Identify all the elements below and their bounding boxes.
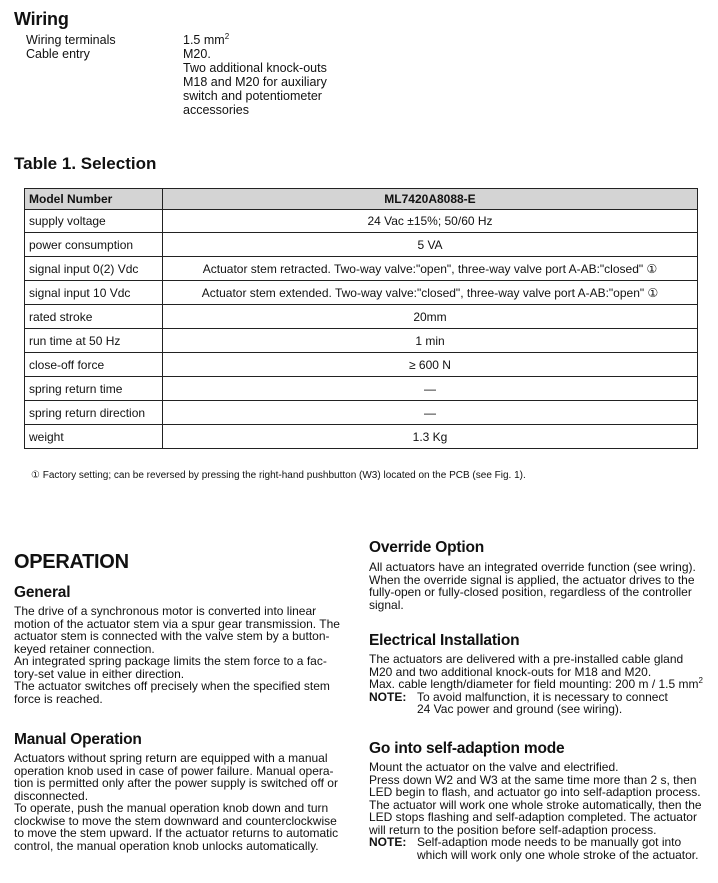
- row-value: Actuator stem extended. Two-way valve:"closed", three-way valve port A-AB:"open" ①: [163, 281, 698, 305]
- operation-heading: OPERATION: [14, 551, 129, 573]
- row-label: supply voltage: [25, 210, 163, 233]
- row-label: rated stroke: [25, 305, 163, 329]
- table-row: [25, 233, 698, 257]
- row-value: 20mm: [163, 305, 698, 329]
- selection-table: [24, 188, 698, 449]
- row-value: 1 min: [163, 329, 698, 353]
- table-title: Table 1. Selection: [14, 154, 157, 173]
- table-header-cell: ML7420A8088-E: [163, 189, 698, 210]
- wiring-terminals-value: 1.5 $mm^2$: [183, 31, 230, 47]
- row-label: power consumption: [25, 233, 163, 257]
- row-value: 1.3 Kg: [163, 425, 698, 449]
- cable-entry-label: Cable entry: [26, 47, 90, 61]
- row-label: spring return direction: [25, 401, 163, 425]
- general-text: The drive of a synchronous motor is converted into linear motion of the actuator stem via a spur gear transmission. The actuator stem is connected with the valve stem by a button- keyed retainer connection. An integrated spring package limits the stem force to a fac- tory-set value in either direction. The actuator switches off precisely when the specified stem force is reached.: [14, 604, 340, 706]
- self-adaption-heading: Go into self-adaption mode: [369, 740, 565, 757]
- table-row: [25, 329, 698, 353]
- row-value: 24 Vac ±15%; 50/60 Hz: [163, 210, 698, 233]
- self-adaption-note: NOTE: Self-adaption mode needs to be manually got into which will work only one whole stroke of the actuator.: [369, 835, 699, 862]
- manual-operation-heading: Manual Operation: [14, 731, 142, 748]
- self-adaption-text: Mount the actuator on the valve and electrified. Press down W2 and W3 at the same time more than 2 s, then LED begin to flash, and actuator go into self-adaption process. The actuator will work one whole stroke automatically, then the LED stops flashing and self-adaption completed. The actuator will return to the position before self-adaption process. NOTE: Self-adaption mode needs to be manually got into which will work only one whole stroke of the actuator.: [369, 761, 709, 861]
- row-label: spring return time: [25, 377, 163, 401]
- electrical-installation-heading: Electrical Installation: [369, 632, 520, 649]
- table-row: [25, 401, 698, 425]
- table-row: [25, 210, 698, 233]
- row-value: —: [163, 377, 698, 401]
- row-value: 5 VA: [163, 233, 698, 257]
- table-header-row: [25, 189, 698, 210]
- manual-operation-text: Actuators without spring return are equipped with a manual operation knob used in case of power failure. Manual opera- tion is permitted only after the power supply is switched off or disconnected. To operate, push the manual operation knob down and turn clockwise to move the stem downward and counterclockwise to move the stem upward. If the actuator returns to automatic control, the manual operation knob unlocks automatically.: [14, 751, 339, 853]
- cable-entry-value: M20. Two additional knock-outs M18 and M20 for auxiliary switch and potentiometer accessories: [183, 47, 327, 117]
- electrical-installation-text: The actuators are delivered with a pre-installed cable gland M20 and two additional knock-outs for M18 and M20. Max. cable length/diameter for field mounting: 200 m / 1.5 $mm^2$ NOTE: To avoid malfunction, it is necessary to connect 24 Vac power and ground (see wiring).: [369, 653, 709, 716]
- wiring-heading: Wiring: [14, 9, 69, 29]
- table-footnote: ① Factory setting; can be reversed by pressing the right-hand pushbutton (W3) located on the PCB (see Fig. 1).: [31, 470, 526, 481]
- table-row: [25, 281, 698, 305]
- row-label: weight: [25, 425, 163, 449]
- table-row: [25, 377, 698, 401]
- general-heading: General: [14, 584, 71, 601]
- row-value: Actuator stem retracted. Two-way valve:"open", three-way valve port A-AB:"closed" ①: [163, 257, 698, 281]
- wiring-terminals-label: Wiring terminals: [26, 33, 116, 47]
- override-heading: Override Option: [369, 539, 484, 556]
- row-value: —: [163, 401, 698, 425]
- override-text: All actuators have an integrated override function (see wring). When the override signal is applied, the actuator drives to the fully-open or fully-closed position, regardless of the controller signal.: [369, 560, 696, 612]
- electrical-note: NOTE: To avoid malfunction, it is necessary to connect 24 Vac power and ground (see wiring).: [369, 689, 668, 716]
- row-label: signal input 0(2) Vdc: [25, 257, 163, 281]
- row-label: run time at 50 Hz: [25, 329, 163, 353]
- table-row: [25, 257, 698, 281]
- row-label: signal input 10 Vdc: [25, 281, 163, 305]
- row-value: ≥ 600 N: [163, 353, 698, 377]
- table-row: [25, 353, 698, 377]
- table-row: [25, 305, 698, 329]
- row-label: close-off force: [25, 353, 163, 377]
- table-row: [25, 425, 698, 449]
- table-header-cell: Model Number: [25, 189, 163, 210]
